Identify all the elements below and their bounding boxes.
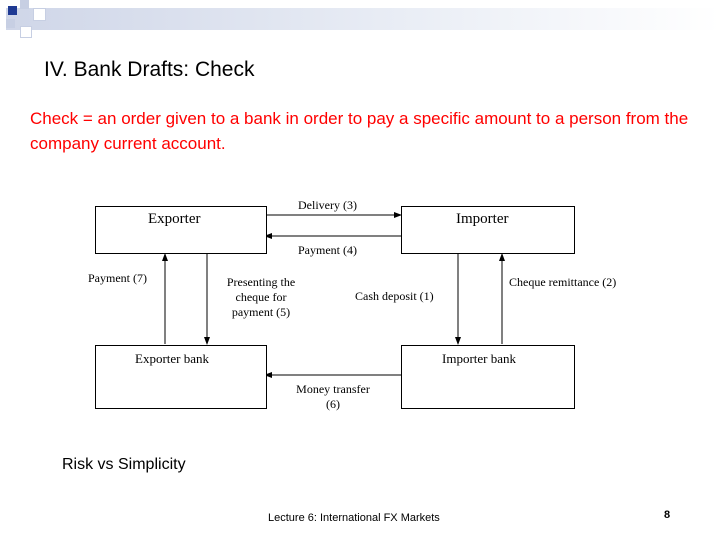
- check-definition: Check = an order given to a bank in order to pay a specific amount to a person from the company current account.: [30, 109, 689, 153]
- slide-title: IV. Bank Drafts: Check: [44, 58, 255, 81]
- importer-label: Importer: [456, 211, 509, 227]
- presenting-label-line1: Presenting the: [226, 275, 296, 289]
- money-transfer-label-line1: Money transfer: [296, 382, 370, 396]
- page-number: 8: [664, 509, 671, 521]
- payment-7-label: Payment (7): [88, 271, 147, 285]
- exporter-label: Exporter: [148, 211, 201, 227]
- presenting-label-line3: payment (5): [231, 305, 291, 319]
- payment-4-label: Payment (4): [298, 243, 357, 257]
- presenting-label-line2: cheque for: [235, 290, 287, 304]
- exporter-bank-label: Exporter bank: [135, 351, 210, 366]
- money-transfer-label: [276, 382, 390, 412]
- money-transfer-label-line2: (6): [326, 397, 340, 411]
- footer-text: Lecture 6: International FX Markets: [268, 512, 440, 524]
- delivery-label: Delivery (3): [298, 198, 357, 212]
- importer-bank-label: Importer bank: [442, 351, 517, 366]
- presenting-label: [204, 275, 318, 320]
- risk-note: Risk vs Simplicity: [62, 456, 186, 473]
- cash-deposit-label: Cash deposit (1): [355, 289, 434, 303]
- cheque-remittance-label: Cheque remittance (2): [509, 275, 617, 289]
